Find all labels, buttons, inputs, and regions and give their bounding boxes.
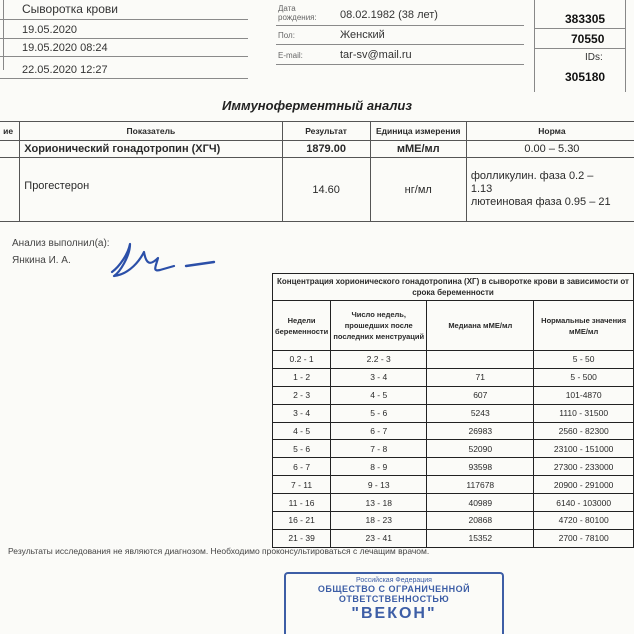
hcg-cell: 21 - 39 bbox=[273, 529, 331, 547]
hcg-cell: 15352 bbox=[427, 529, 534, 547]
hcg-cell: 4 - 5 bbox=[331, 386, 427, 404]
table-row bbox=[0, 141, 634, 158]
dob-value: 08.02.1982 (38 лет) bbox=[340, 9, 438, 21]
results-header-norm: Норма bbox=[466, 122, 634, 141]
table-row bbox=[273, 440, 634, 458]
hcg-cell: 9 - 13 bbox=[331, 476, 427, 494]
sex-label: Пол: bbox=[278, 31, 295, 40]
hcg-cell: 2 - 3 bbox=[273, 386, 331, 404]
performer-label: Анализ выполнил(а): bbox=[12, 238, 110, 249]
row-hcg-norm: 0.00 – 5.30 bbox=[466, 141, 634, 158]
hcg-cell: 20868 bbox=[427, 512, 534, 530]
hcg-cell: 20900 - 291000 bbox=[534, 476, 634, 494]
hcg-cell: 3 - 4 bbox=[273, 404, 331, 422]
hcg-cell: 5243 bbox=[427, 404, 534, 422]
performer-name: Янкина И. А. bbox=[12, 255, 71, 266]
norm-follicular-end: 1.13 bbox=[470, 183, 493, 195]
hcg-cell bbox=[427, 351, 534, 369]
hcg-cell: 6 - 7 bbox=[273, 458, 331, 476]
row-progesterone-name: Прогестерон bbox=[20, 158, 282, 222]
hcg-cell: 5 - 6 bbox=[273, 440, 331, 458]
hcg-cell: 52090 bbox=[427, 440, 534, 458]
stamp-line-org-type: ОБЩЕСТВО С ОГРАНИЧЕННОЙ bbox=[317, 584, 471, 594]
table-row bbox=[273, 529, 634, 547]
hcg-cell: 0.2 - 1 bbox=[273, 351, 331, 369]
results-header-num: ие bbox=[0, 122, 20, 141]
hcg-cell: 6 - 7 bbox=[331, 422, 427, 440]
table-row bbox=[273, 368, 634, 386]
hcg-cell: 3 - 4 bbox=[331, 368, 427, 386]
stamp-line-name: "ВЕКОН" bbox=[351, 605, 437, 622]
id-tertiary: 305180 bbox=[565, 70, 606, 84]
hcg-header-weeks-lmp: Число недель, прошедших после последних менструаций bbox=[331, 301, 427, 351]
hcg-header-median: Медиана мМЕ/мл bbox=[427, 301, 534, 351]
hcg-cell: 18 - 23 bbox=[331, 512, 427, 530]
hcg-cell: 23 - 41 bbox=[331, 529, 427, 547]
hcg-cell: 607 bbox=[427, 386, 534, 404]
hcg-cell: 5 - 500 bbox=[534, 368, 634, 386]
date-collected: 19.05.2020 08:24 bbox=[22, 42, 108, 54]
table-row bbox=[273, 458, 634, 476]
hcg-cell: 4720 - 80100 bbox=[534, 512, 634, 530]
table-row bbox=[273, 404, 634, 422]
hcg-cell: 40989 bbox=[427, 494, 534, 512]
results-table bbox=[0, 121, 634, 222]
table-row bbox=[273, 512, 634, 530]
hcg-cell: 26983 bbox=[427, 422, 534, 440]
hcg-reference-table bbox=[272, 273, 634, 548]
row-progesterone-norm bbox=[466, 158, 634, 222]
results-header-row bbox=[0, 122, 634, 141]
id-primary: 383305 bbox=[565, 12, 606, 26]
results-header-indicator: Показатель bbox=[20, 122, 282, 141]
table-row bbox=[0, 158, 634, 222]
hcg-cell: 101-4870 bbox=[534, 386, 634, 404]
row-hcg-result: 1879.00 bbox=[282, 141, 370, 158]
hcg-cell: 93598 bbox=[427, 458, 534, 476]
hcg-cell: 71 bbox=[427, 368, 534, 386]
id-secondary: 70550 bbox=[571, 32, 605, 46]
hcg-table-title: Концентрация хорионического гонадотропина (ХГ) в сыворотке крови в зависимости от срока беременности bbox=[273, 274, 634, 301]
hcg-cell: 16 - 21 bbox=[273, 512, 331, 530]
hcg-cell: 7 - 8 bbox=[331, 440, 427, 458]
hcg-cell: 7 - 11 bbox=[273, 476, 331, 494]
table-row bbox=[273, 494, 634, 512]
stamp-line-liability: ОТВЕТСТВЕННОСТЬЮ bbox=[338, 594, 450, 604]
hcg-cell: 5 - 50 bbox=[534, 351, 634, 369]
norm-follicular: фолликулин. фаза 0.2 – bbox=[470, 170, 594, 182]
hcg-cell: 117678 bbox=[427, 476, 534, 494]
hcg-cell: 2560 - 82300 bbox=[534, 422, 634, 440]
signature bbox=[100, 236, 230, 286]
table-row bbox=[273, 351, 634, 369]
results-header-result: Результат bbox=[282, 122, 370, 141]
hcg-cell: 8 - 9 bbox=[331, 458, 427, 476]
hcg-cell: 2.2 - 3 bbox=[331, 351, 427, 369]
section-title: Иммуноферментный анализ bbox=[221, 98, 412, 113]
sex-value: Женский bbox=[340, 29, 385, 41]
hcg-cell: 23100 - 151000 bbox=[534, 440, 634, 458]
norm-luteal: лютеиновая фаза 0.95 – 21 bbox=[470, 196, 611, 208]
results-header-unit: Единица измерения bbox=[370, 122, 466, 141]
hcg-header-normal: Нормальные значения мМЕ/мл bbox=[534, 301, 634, 351]
row-progesterone-result: 14.60 bbox=[282, 158, 370, 222]
hcg-cell: 5 - 6 bbox=[331, 404, 427, 422]
hcg-cell: 2700 - 78100 bbox=[534, 529, 634, 547]
hcg-cell: 11 - 16 bbox=[273, 494, 331, 512]
row-hcg-name: Хорионический гонадотропин (ХГЧ) bbox=[20, 141, 282, 158]
organization-stamp bbox=[284, 572, 504, 634]
hcg-cell: 27300 - 233000 bbox=[534, 458, 634, 476]
hcg-cell: 13 - 18 bbox=[331, 494, 427, 512]
table-row bbox=[273, 386, 634, 404]
row-progesterone-unit: нг/мл bbox=[370, 158, 466, 222]
hcg-cell: 1 - 2 bbox=[273, 368, 331, 386]
row-hcg-unit: мМЕ/мл bbox=[370, 141, 466, 158]
date-completed: 22.05.2020 12:27 bbox=[22, 64, 108, 76]
ids-label: IDs: bbox=[585, 52, 603, 63]
table-row bbox=[273, 422, 634, 440]
email-label: E-mail: bbox=[278, 51, 303, 60]
material-value: Сыворотка крови bbox=[22, 2, 118, 16]
hcg-cell: 6140 - 103000 bbox=[534, 494, 634, 512]
footer-note: Результаты исследования не являются диагнозом. Необходимо проконсультироваться с лечащим врачом. bbox=[8, 546, 430, 556]
stamp-line-country: Российская Федерация bbox=[356, 577, 432, 584]
email-value: tar-sv@mail.ru bbox=[340, 49, 412, 61]
ids-box bbox=[534, 0, 626, 92]
dob-label: Дата рождения: bbox=[278, 4, 317, 22]
hcg-cell: 4 - 5 bbox=[273, 422, 331, 440]
left-edge-border bbox=[0, 0, 4, 70]
hcg-cell: 1110 - 31500 bbox=[534, 404, 634, 422]
date-registered: 19.05.2020 bbox=[22, 24, 78, 36]
table-row bbox=[273, 476, 634, 494]
hcg-header-weeks: Недели беременности bbox=[273, 301, 331, 351]
